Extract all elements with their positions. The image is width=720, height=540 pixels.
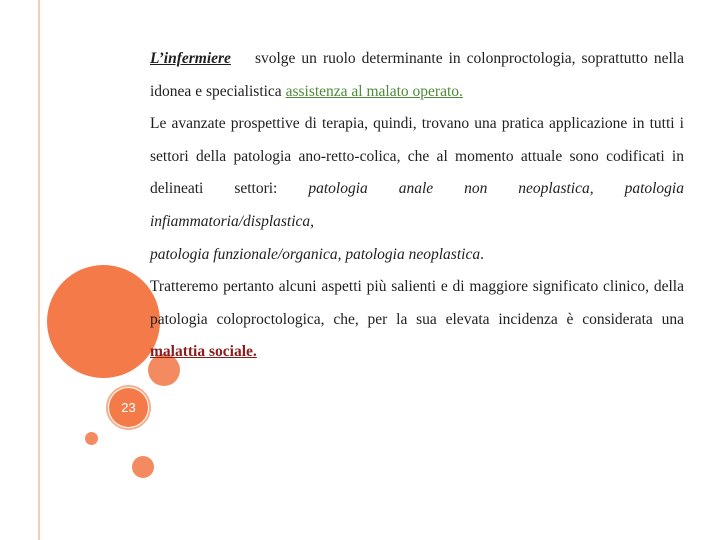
assistance-link[interactable]: assistenza al malato operato.	[285, 82, 463, 100]
paragraph-1-text: svolge un ruolo determinante in colonproctologia, soprattutto nella idonea e specialistica	[150, 50, 684, 100]
decor-circle-small-2	[132, 456, 154, 478]
paragraph-2	[150, 108, 684, 271]
paragraph-2-end: .	[480, 245, 484, 263]
lead-term: L’infermiere	[150, 50, 231, 67]
paragraph-3-text: Tratteremo pertanto alcuni aspetti più salienti e di maggiore significato clinico, della patologia coloproctologica, che, per la sua elevata incidenza è considerata una	[150, 278, 684, 328]
page-number: 23	[121, 400, 136, 415]
social-disease-highlight: malattia sociale.	[150, 343, 257, 361]
decor-circle-large	[47, 265, 160, 378]
paragraph-3	[150, 271, 684, 369]
paragraph-2-text: Le avanzate prospettive di terapia, quindi, trovano una pratica applicazione in tutti i settori della patologia ano-retto-colica, che al momento attuale sono codificati in delineati settori:	[150, 115, 684, 198]
paragraph-2-italic-a: patologia anale non neoplastica, patologia infiammatoria/displastica,	[150, 180, 684, 230]
paragraph-2-italic-b: patologia funzionale/organica, patologia neoplastica	[150, 245, 481, 263]
paragraph-1	[150, 43, 684, 108]
slide-body	[150, 43, 684, 369]
decor-circle-small	[85, 432, 98, 445]
left-decor-line	[38, 0, 40, 540]
